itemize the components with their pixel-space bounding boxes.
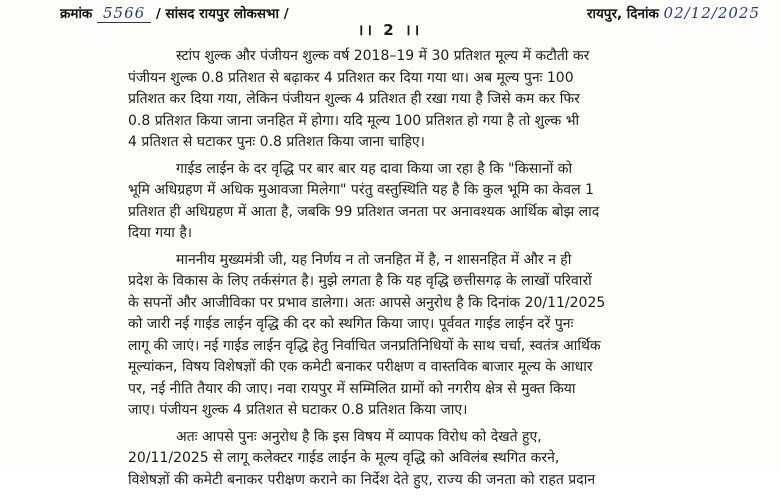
paragraph-line: विशेषज्ञों की कमेटी बनाकर परीक्षण कराने का निर्देश देते हुए, राज्य की जनता को राहत प्रदान [128,471,596,488]
paragraph-line: पर, नई नीति तैयार की जाए। नवा रायपुर में सम्मिलित ग्रामों को नगरीय क्षेत्र से मुक्त किया [128,380,576,397]
office-name: / सांसद रायपुर लोकसभा / [155,6,289,22]
paragraph-line: स्टांप शुल्क और पंजीयन शुल्क वर्ष 2018–19 में 30 प्रतिशत मूल्य में कटौती कर [176,48,590,64]
paragraph-line: भूमि अधिग्रहण में अधिक मुआवजा मिलेगा" परंतु वस्तुस्थिति यह है कि कुल भूमि का केवल 1 [128,182,594,198]
letter-body [128,46,694,496]
place-date-label: रायपुर, दिनांक [586,6,659,22]
paragraph-line: के सपनों और आजीविका पर प्रभाव डालेगा। अतः आपसे अनुरोध है कि दिनांक 20/11/2025 [128,294,606,311]
page-number: ।। 2 ।। [357,21,423,39]
paragraph-1 [128,46,694,154]
paragraph-2 [128,159,694,245]
paragraph-line: पंजीयन शुल्क 0.8 प्रतिशत से बढ़ाकर 4 प्रतिशत कर दिया गया था। अब मूल्य पुनः 100 [128,69,574,86]
paragraph-line: 4 प्रतिशत से घटाकर पुनः 0.8 प्रतिशत किया जाना चाहिए। [128,134,425,150]
paragraph-line: गाईड लाईन के दर वृद्धि पर बार बार यह दावा किया जा रहा है कि "किसानों को [176,160,573,177]
paragraph-line: प्रतिशत ही अधिग्रहण में आता है, जबकि 99 प्रतिशत जनता पर अनावश्यक आर्थिक बोझ लाद [128,203,600,220]
paragraph-line: माननीय मुख्यमंत्री जी, यह निर्णय न तो जनहित में है, न शासनहित में और न ही [176,251,572,268]
paragraph-line: 20/11/2025 से लागू कलेक्टर गाईड लाईन के मूल्य वृद्धि को अविलंब स्थगित करने, [128,450,560,466]
paragraph-line: प्रतिशत कर दिया गया, लेकिन पंजीयन शुल्क 4 प्रतिशत ही रखा गया है जिसे कम कर फिर [128,91,580,107]
paragraph-line: मूल्यांकन, विषय विशेषज्ञों की एक कमेटी बनाकर परीक्षण व वास्तविक बाजार मूल्य के आधार [128,359,593,375]
paragraph-3 [128,250,694,422]
paragraph-line: को जारी नई गाईड लाईन वृद्धि की दर को स्थगित किया जाए। पूर्ववत गाईड लाईन दरें पुनः [128,316,574,332]
handwritten-date: 02/12/2025 [663,4,760,22]
paragraph-line: 0.8 प्रतिशत किया जाना जनहित में होगा। यदि मूल्य 100 प्रतिशत हो गया है तो शुल्क भी [128,112,580,129]
kramank-label: क्रमांक [60,6,93,22]
paragraph-line: जाए। पंजीयन शुल्क 4 प्रतिशत से घटाकर 0.8 प्रतिशत किया जाए। [128,402,468,418]
paragraph-4 [128,427,694,492]
kramank-number: 5566 [97,4,151,23]
paragraph-line: प्रदेश के विकास के लिए तर्कसंगत है। मुझे लगता है कि यह वृद्धि छत्तीसगढ़ के लाखों परिवारों [128,273,592,289]
paragraph-line: अतः आपसे पुनः अनुरोध है कि इस विषय में व्यापक विरोध को देखते हुए, [176,428,542,445]
paragraph-line: लागू की जाएं। नई गाईड लाईन वृद्धि हेतु निर्वाचित जनप्रतिनिधियों के साथ चर्चा, स्वतंत्र आर्थिक [128,337,601,354]
paragraph-line: दिया गया है। [128,225,193,241]
